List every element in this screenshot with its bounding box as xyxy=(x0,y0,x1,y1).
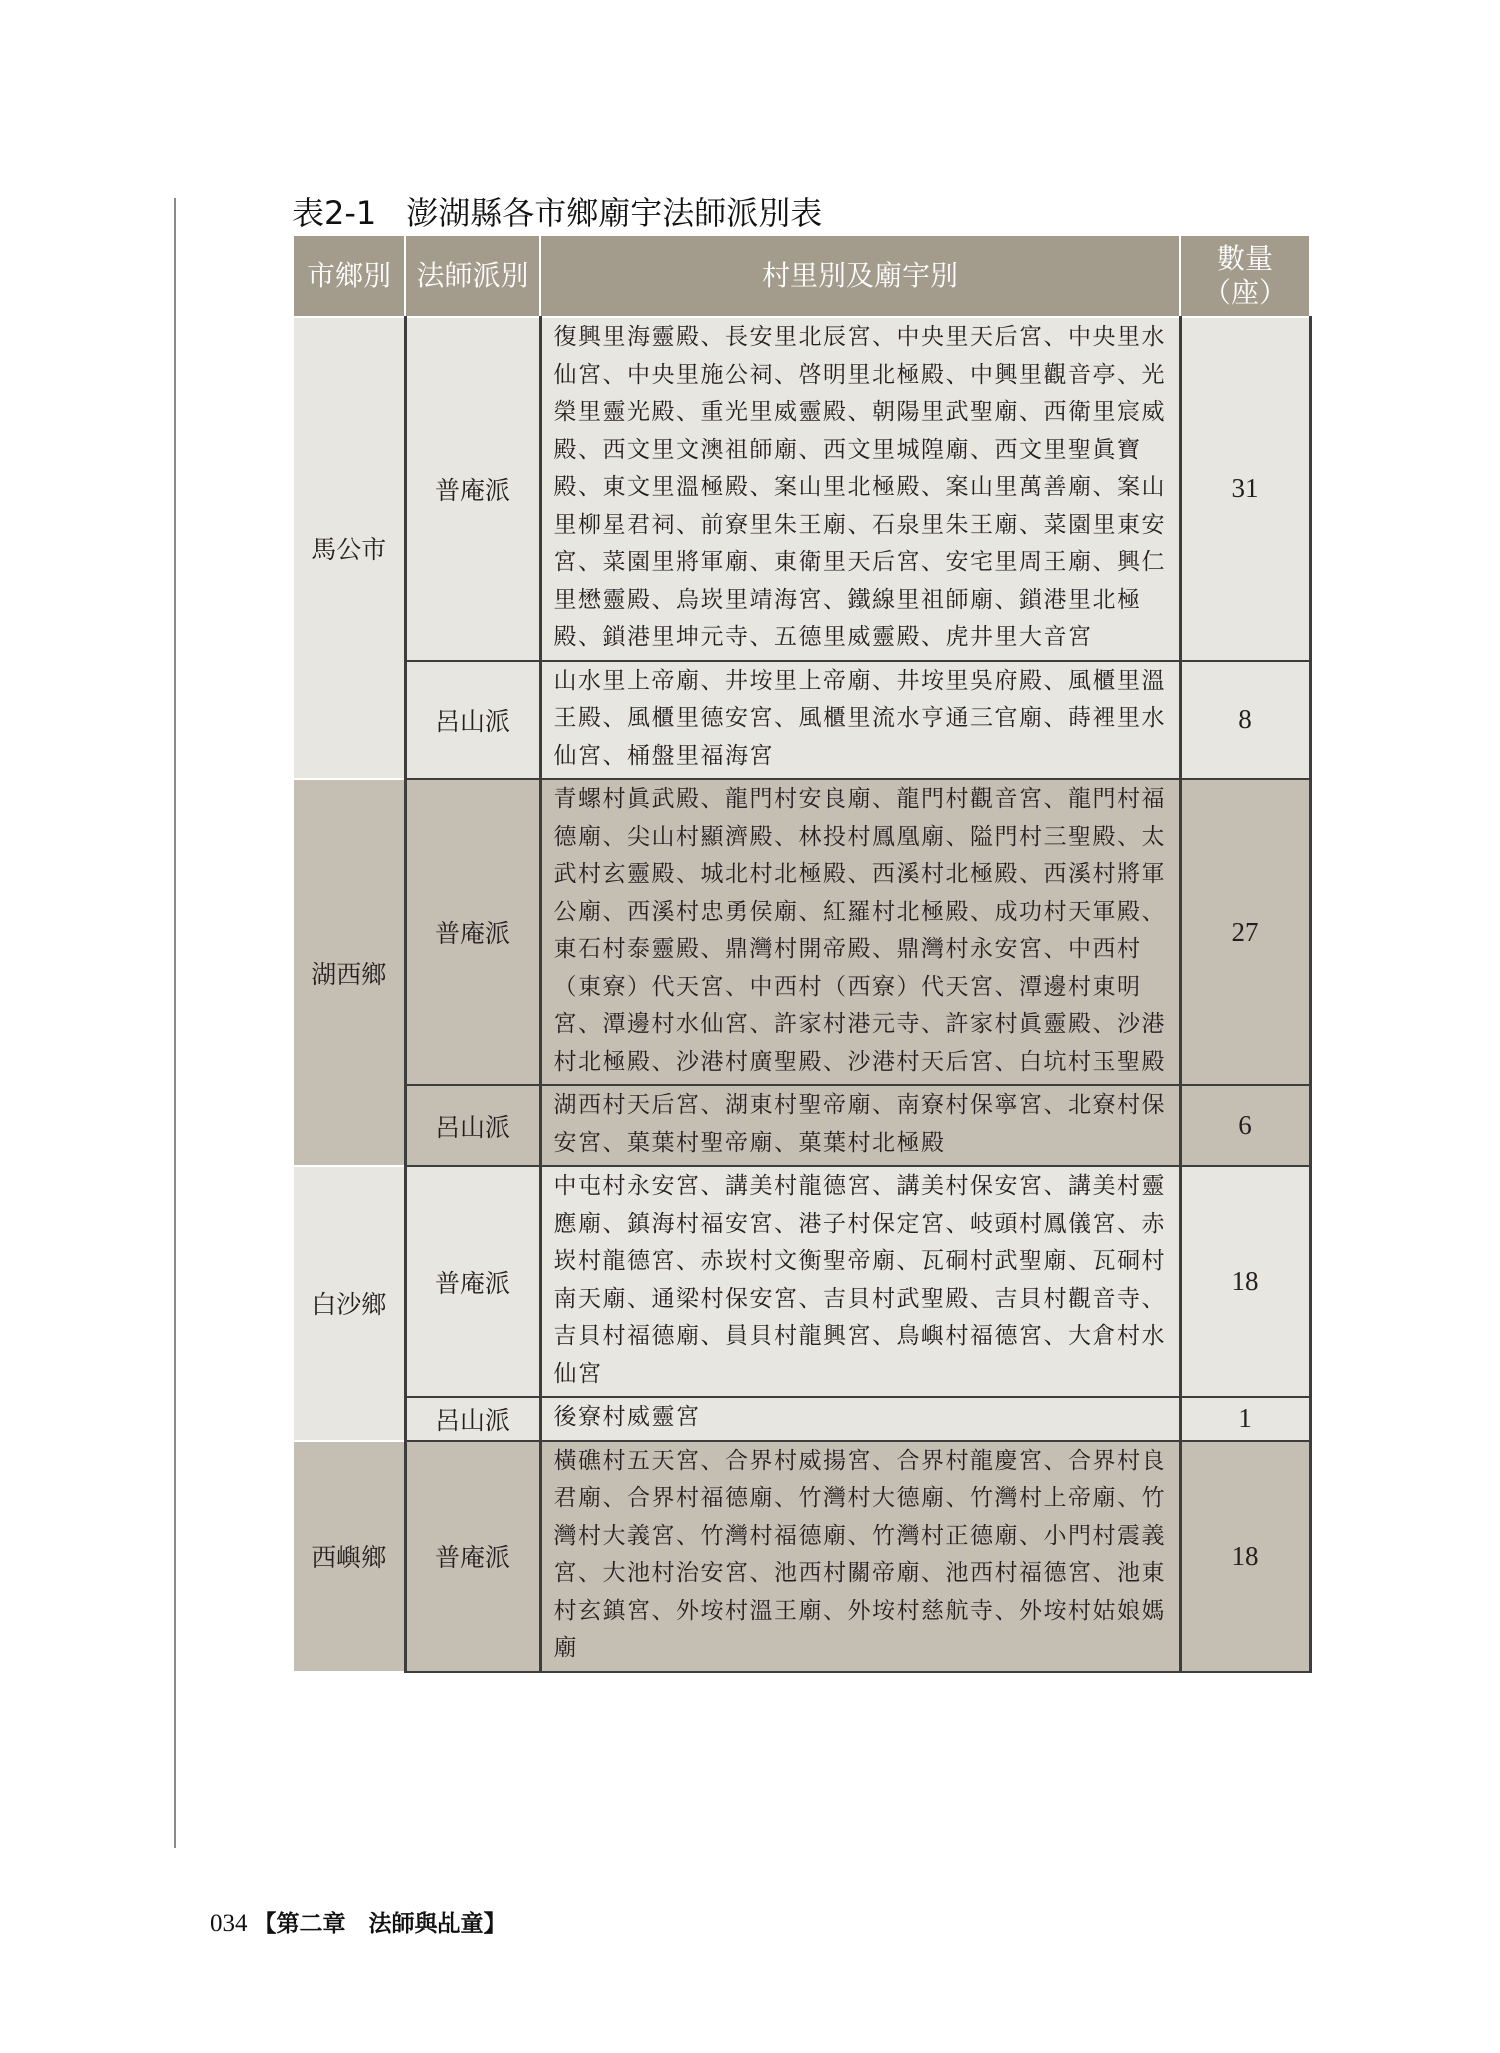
count-cell: 31 xyxy=(1180,317,1310,661)
table-row xyxy=(293,1166,1310,1397)
count-cell: 6 xyxy=(1180,1085,1310,1166)
count-cell: 1 xyxy=(1180,1397,1310,1441)
sect-cell: 普庵派 xyxy=(405,779,540,1085)
margin-rule xyxy=(174,198,176,1848)
table-row xyxy=(293,1397,1310,1441)
temples-cell: 青螺村眞武殿、龍門村安良廟、龍門村觀音宮、龍門村福德廟、尖山村顯濟殿、林投村鳳凰廟、隘門村三聖殿、太武村玄靈殿、城北村北極殿、西溪村北極殿、西溪村將軍公廟、西溪村忠勇侯廟、紅羅村北極殿、成功村天軍殿、東石村泰靈殿、鼎灣村開帝殿、鼎灣村永安宮、中西村（東寮）代天宮、中西村（西寮）代天宮、潭邊村東明宮、潭邊村水仙宮、許家村港元寺、許家村眞靈殿、沙港村北極殿、沙港村廣聖殿、沙港村天后宮、白坑村玉聖殿 xyxy=(540,779,1180,1085)
count-cell: 18 xyxy=(1180,1166,1310,1397)
header-sect: 法師派別 xyxy=(405,235,540,317)
sect-cell: 呂山派 xyxy=(405,661,540,780)
temples-cell: 中屯村永安宮、講美村龍德宮、講美村保安宮、講美村靈應廟、鎮海村福安宮、港子村保定宮、岐頭村鳳儀宮、赤崁村龍德宮、赤崁村文衡聖帝廟、瓦硐村武聖廟、瓦硐村南天廟、通梁村保安宮、吉貝村武聖殿、吉貝村觀音寺、吉貝村福德廟、員貝村龍興宮、鳥嶼村福德宮、大倉村水仙宮 xyxy=(540,1166,1180,1397)
header-count: 數量（座） xyxy=(1180,235,1310,317)
header-row xyxy=(293,235,1310,317)
header-city: 市鄉別 xyxy=(293,235,405,317)
table-row xyxy=(293,1441,1310,1672)
city-cell: 西嶼鄉 xyxy=(293,1441,405,1672)
table-row xyxy=(293,661,1310,780)
header-temples: 村里別及廟宇別 xyxy=(540,235,1180,317)
table-title: 澎湖縣各市鄉廟宇法師派別表 xyxy=(406,194,823,232)
sect-cell: 普庵派 xyxy=(405,317,540,661)
page-number: 034 xyxy=(210,1910,248,1937)
city-cell: 白沙鄉 xyxy=(293,1166,405,1441)
sect-cell: 呂山派 xyxy=(405,1085,540,1166)
city-cell: 湖西鄉 xyxy=(293,779,405,1166)
table-row xyxy=(293,1085,1310,1166)
table-caption xyxy=(292,188,822,234)
sect-table xyxy=(292,234,1312,1673)
table-row xyxy=(293,317,1310,661)
temples-cell: 湖西村天后宮、湖東村聖帝廟、南寮村保寧宮、北寮村保安宮、菓葉村聖帝廟、菓葉村北極殿 xyxy=(540,1085,1180,1166)
temples-cell: 山水里上帝廟、井垵里上帝廟、井垵里吳府殿、風櫃里溫王殿、風櫃里德安宮、風櫃里流水亨通三官廟、蒔裡里水仙宮、桶盤里福海宮 xyxy=(540,661,1180,780)
table-number: 表2-1 xyxy=(292,194,377,232)
city-cell: 馬公市 xyxy=(293,317,405,779)
page-footer xyxy=(210,1905,507,1938)
temples-cell: 橫礁村五天宮、合界村威揚宮、合界村龍慶宮、合界村良君廟、合界村福德廟、竹灣村大德廟、竹灣村上帝廟、竹灣村大義宮、竹灣村福德廟、竹灣村正德廟、小門村震義宮、大池村治安宮、池西村關帝廟、池西村福德宮、池東村玄鎮宮、外垵村溫王廟、外垵村慈航寺、外垵村姑娘媽廟 xyxy=(540,1441,1180,1672)
count-cell: 18 xyxy=(1180,1441,1310,1672)
sect-cell: 普庵派 xyxy=(405,1441,540,1672)
temples-cell: 復興里海靈殿、長安里北辰宮、中央里天后宮、中央里水仙宮、中央里施公祠、啓明里北極殿、中興里觀音亭、光榮里靈光殿、重光里威靈殿、朝陽里武聖廟、西衛里宸威殿、西文里文澳祖師廟、西文里城隍廟、西文里聖眞寶殿、東文里溫極殿、案山里北極殿、案山里萬善廟、案山里柳星君祠、前寮里朱王廟、石泉里朱王廟、菜園里東安宮、菜園里將軍廟、東衛里天后宮、安宅里周王廟、興仁里懋靈殿、烏崁里靖海宮、鐵線里祖師廟、鎖港里北極殿、鎖港里坤元寺、五德里威靈殿、虎井里大音宮 xyxy=(540,317,1180,661)
sect-cell: 普庵派 xyxy=(405,1166,540,1397)
chapter-title: 【第二章 法師與乩童】 xyxy=(253,1910,507,1937)
sect-cell: 呂山派 xyxy=(405,1397,540,1441)
count-cell: 8 xyxy=(1180,661,1310,780)
count-cell: 27 xyxy=(1180,779,1310,1085)
temples-cell: 後寮村威靈宮 xyxy=(540,1397,1180,1441)
table-row xyxy=(293,779,1310,1085)
